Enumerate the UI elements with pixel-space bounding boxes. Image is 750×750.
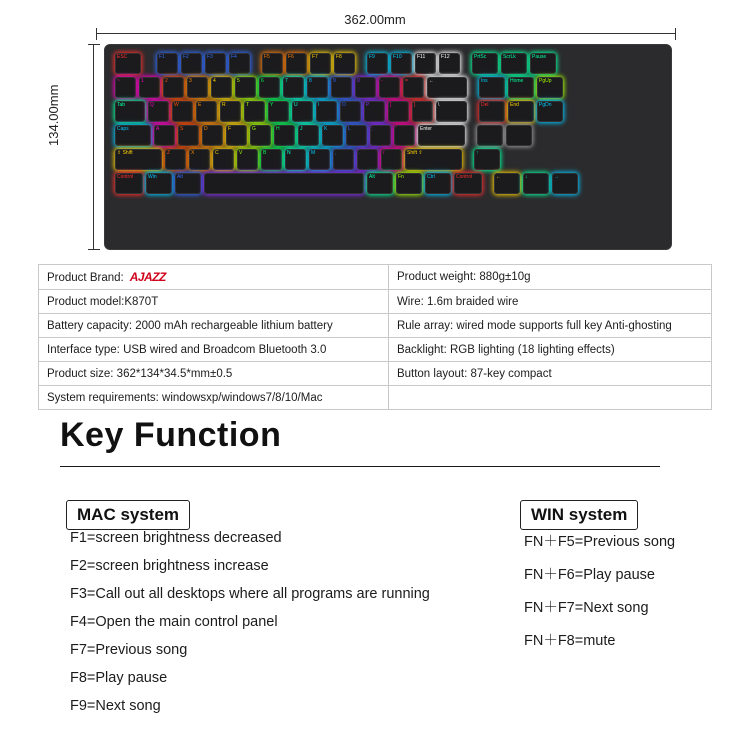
keyboard-key[interactable] <box>259 77 280 98</box>
keyboard-key-label: F7 <box>312 54 318 60</box>
keyboard-key-label: ⇧ Shift <box>117 150 133 156</box>
keyboard-key[interactable] <box>346 125 367 146</box>
win-function-list <box>520 530 740 650</box>
keyboard-key-label: ↑ <box>476 150 479 156</box>
keyboard-key-label: F8 <box>336 54 342 60</box>
keyboard-key-label: ← <box>429 78 434 84</box>
function-list-item: F9=Next song <box>70 698 161 714</box>
spec-cell-left: Product Brand: AJAZZ <box>39 265 389 290</box>
keyboard-key-label: Enter <box>420 126 432 132</box>
keyboard-key[interactable] <box>283 77 304 98</box>
keyboard-key[interactable] <box>309 149 330 170</box>
keyboard-key-label: X <box>191 150 195 156</box>
keyboard-key[interactable] <box>506 125 532 146</box>
keyboard-key-label: Win <box>148 174 157 180</box>
keyboard-key[interactable] <box>181 53 202 74</box>
spec-cell-left: Interface type: USB wired and Broadcom Bluetooth 3.0 <box>39 338 389 362</box>
keyboard-key-label: V <box>239 150 243 156</box>
spec-cell-right: Product weight: 880g±10g <box>388 265 711 290</box>
keyboard-key[interactable] <box>115 101 145 122</box>
keyboard-key-label: = <box>405 78 408 84</box>
keyboard-key[interactable] <box>115 125 151 146</box>
keyboard-row <box>115 101 661 122</box>
keyboard-key-label: Fn <box>398 174 404 180</box>
keyboard-gap <box>470 101 476 122</box>
keyboard-key-label: 8 <box>309 78 312 84</box>
spec-cell-right: Button layout: 87-key compact <box>388 362 711 386</box>
keyboard-key[interactable] <box>405 149 462 170</box>
keyboard-key-label: \ <box>438 102 440 108</box>
spec-cell-left: Product size: 362*134*34.5*mm±0.5 <box>39 362 389 386</box>
keyboard-key[interactable] <box>357 149 378 170</box>
keyboard-key-label: P <box>366 102 370 108</box>
keyboard-key[interactable] <box>474 149 500 170</box>
keyboard-key[interactable] <box>154 125 175 146</box>
keyboard-row <box>115 77 661 98</box>
keyboard-key-label: R <box>222 102 226 108</box>
keyboard-key-label: ' <box>396 126 397 132</box>
keyboard-key[interactable] <box>262 53 283 74</box>
keyboard-key[interactable] <box>292 101 313 122</box>
keyboard-key-label: B <box>263 150 267 156</box>
keyboard-key-label: F9 <box>369 54 375 60</box>
keyboard-key-label: Del <box>481 102 489 108</box>
keyboard-key[interactable] <box>202 125 223 146</box>
keyboard-key[interactable] <box>237 149 258 170</box>
keyboard-row <box>115 149 661 170</box>
keyboard-key[interactable] <box>537 101 563 122</box>
keyboard-key-label: K <box>324 126 328 132</box>
keyboard-key[interactable] <box>165 149 186 170</box>
keyboard-gap <box>485 173 491 194</box>
keyboard-key-label: A <box>156 126 160 132</box>
keyboard-key[interactable] <box>391 53 412 74</box>
keyboard-key[interactable] <box>530 53 556 74</box>
keyboard-key-label: Tab <box>117 102 126 108</box>
spec-cell-right: Backlight: RGB lighting (18 lighting effects) <box>388 338 711 362</box>
spec-cell-right: Wire: 1.6m braided wire <box>388 290 711 314</box>
keyboard-key[interactable] <box>244 101 265 122</box>
keyboard-key-label: F1 <box>159 54 165 60</box>
function-list-item: F8=Play pause <box>70 670 168 686</box>
keyboard-key-label: Alt <box>369 174 375 180</box>
keyboard-key[interactable] <box>472 53 498 74</box>
keyboard-key[interactable] <box>148 101 169 122</box>
spec-row <box>39 338 712 362</box>
keyboard-key-label: 1 <box>141 78 144 84</box>
keyboard-key-label: I <box>318 102 320 108</box>
key-function-divider <box>60 466 660 467</box>
keyboard-key-label: ; <box>372 126 374 132</box>
keyboard-key-label: PrtSc <box>474 54 487 60</box>
keyboard-key[interactable] <box>418 125 465 146</box>
keyboard-key[interactable] <box>274 125 295 146</box>
keyboard-gap <box>358 53 364 74</box>
keyboard-key-label: L <box>348 126 351 132</box>
keyboard-key[interactable] <box>552 173 578 194</box>
keyboard-key[interactable] <box>115 149 162 170</box>
win-system-heading: WIN system <box>520 500 638 530</box>
keyboard-key-label: Q <box>150 102 154 108</box>
keyboard-key-label: U <box>294 102 298 108</box>
keyboard-key[interactable] <box>285 149 306 170</box>
keyboard-key[interactable] <box>436 101 467 122</box>
keyboard-key[interactable] <box>523 173 549 194</box>
keyboard-key-label: 2 <box>165 78 168 84</box>
keyboard-key-label: ~ <box>117 78 120 84</box>
keyboard-key-label: 5 <box>237 78 240 84</box>
keyboard-key[interactable] <box>235 77 256 98</box>
keyboard-key[interactable] <box>340 101 361 122</box>
keyboard-key-label: 0 <box>357 78 360 84</box>
keyboard-key[interactable] <box>115 173 143 194</box>
keyboard-key-label: PgUp <box>539 78 552 84</box>
keyboard-key[interactable] <box>333 149 354 170</box>
keyboard-key[interactable] <box>175 173 201 194</box>
keyboard-key[interactable] <box>370 125 391 146</box>
keyboard-key[interactable] <box>367 53 388 74</box>
keyboard-key-label: F2 <box>183 54 189 60</box>
keyboard-key[interactable] <box>331 77 352 98</box>
keyboard-key-rows <box>115 53 661 239</box>
spec-row <box>39 362 712 386</box>
keyboard-key-label: N <box>287 150 291 156</box>
keyboard-key[interactable] <box>250 125 271 146</box>
keyboard-key-label: PgDn <box>539 102 552 108</box>
keyboard-key[interactable] <box>310 53 331 74</box>
keyboard-key-label: T <box>246 102 250 108</box>
keyboard-key-label: S <box>180 126 184 132</box>
keyboard-key[interactable] <box>307 77 328 98</box>
keyboard-gap <box>253 53 259 74</box>
keyboard-key[interactable] <box>187 77 208 98</box>
keyboard-key[interactable] <box>220 101 241 122</box>
keyboard-key[interactable] <box>508 101 534 122</box>
keyboard-dimension-diagram <box>0 0 750 256</box>
mac-function-list <box>66 530 486 714</box>
keyboard-key-label: ] <box>414 102 416 108</box>
keyboard-key-label: M <box>311 150 316 156</box>
keyboard-key[interactable] <box>427 77 467 98</box>
keyboard-key-label: G <box>252 126 256 132</box>
function-list-item: F1=screen brightness decreased <box>70 530 282 546</box>
keyboard-key[interactable] <box>261 149 282 170</box>
keyboard-key[interactable] <box>425 173 451 194</box>
keyboard-key-label: Control <box>456 174 473 180</box>
keyboard-key[interactable] <box>403 77 424 98</box>
keyboard-key[interactable] <box>494 173 520 194</box>
keyboard-gap <box>470 77 476 98</box>
keyboard-key[interactable] <box>355 77 376 98</box>
mac-system-column <box>66 500 486 726</box>
keyboard-key-label: Ins <box>481 78 488 84</box>
keyboard-key-label: Alt <box>177 174 183 180</box>
keyboard-key-label: / <box>383 150 385 156</box>
keyboard-key-label: Ctrl <box>427 174 435 180</box>
keyboard-key-label: , <box>335 150 337 156</box>
keyboard-key[interactable] <box>204 173 364 194</box>
keyboard-key[interactable] <box>537 77 563 98</box>
spec-row <box>39 314 712 338</box>
keyboard-key[interactable] <box>388 101 409 122</box>
keyboard-key-label: Home <box>510 78 524 84</box>
keyboard-key-label: 7 <box>285 78 288 84</box>
keyboard-key-label: F3 <box>207 54 213 60</box>
spec-row <box>39 386 712 410</box>
keyboard-key[interactable] <box>479 101 505 122</box>
keyboard-key-label: O <box>342 102 346 108</box>
keyboard-key[interactable] <box>381 149 402 170</box>
keyboard-key-label: Caps <box>117 126 129 132</box>
keyboard-key-label: 4 <box>213 78 216 84</box>
function-list-item: F4=Open the main control panel <box>70 614 278 630</box>
keyboard-key-label: 6 <box>261 78 264 84</box>
keyboard-key-label: C <box>215 150 219 156</box>
keyboard-key-label: F6 <box>288 54 294 60</box>
spec-cell-right: Rule array: wired mode supports full key Anti-ghosting <box>388 314 711 338</box>
keyboard-key[interactable] <box>178 125 199 146</box>
keyboard-key[interactable] <box>163 77 184 98</box>
keyboard-key[interactable] <box>229 53 250 74</box>
product-spec-table <box>38 264 712 410</box>
keyboard-key-label: E <box>198 102 202 108</box>
keyboard-gap <box>144 53 154 74</box>
function-list-item: FN＋F8=mute <box>524 633 616 649</box>
keyboard-key-label: J <box>300 126 303 132</box>
brand-logo: AJAZZ <box>129 270 166 284</box>
keyboard-key[interactable] <box>205 53 226 74</box>
keyboard-key-label: ScrLk <box>503 54 516 60</box>
keyboard-gap <box>463 53 469 74</box>
keyboard-key-label: 3 <box>189 78 192 84</box>
function-list-item: FN＋F5=Previous song <box>524 534 676 550</box>
keyboard-key[interactable] <box>364 101 385 122</box>
keyboard-key[interactable] <box>316 101 337 122</box>
keyboard-key-label: - <box>381 78 383 84</box>
keyboard-key-label: Y <box>270 102 274 108</box>
keyboard-key-label: Control <box>117 174 134 180</box>
keyboard-key[interactable] <box>394 125 415 146</box>
keyboard-key[interactable] <box>196 101 217 122</box>
keyboard-key[interactable] <box>322 125 343 146</box>
keyboard-key-label: H <box>276 126 280 132</box>
width-dimension-line <box>96 33 676 34</box>
keyboard-key-label: End <box>510 102 519 108</box>
spec-cell-left: Product model:K870T <box>39 290 389 314</box>
keyboard-row <box>115 53 661 74</box>
keyboard-key[interactable] <box>415 53 436 74</box>
keyboard-key[interactable] <box>298 125 319 146</box>
height-dimension-label: 134.00mm <box>46 84 61 146</box>
keyboard-key-label: F <box>228 126 232 132</box>
keyboard-key[interactable] <box>286 53 307 74</box>
win-system-column <box>520 500 740 662</box>
keyboard-key[interactable] <box>115 77 136 98</box>
keyboard-key-label: [ <box>390 102 392 108</box>
keyboard-key-label: F4 <box>231 54 237 60</box>
function-list-item: F3=Call out all desktops where all programs are running <box>70 586 430 602</box>
keyboard-key-label: F12 <box>441 54 450 60</box>
keyboard-key[interactable] <box>454 173 482 194</box>
keyboard-key-label: Pause <box>532 54 547 60</box>
keyboard-key-label: F11 <box>417 54 426 60</box>
keyboard-key[interactable] <box>508 77 534 98</box>
keyboard-gap <box>468 125 474 146</box>
keyboard-gap <box>503 149 529 170</box>
keyboard-key-label: ESC <box>117 54 128 60</box>
keyboard-key[interactable] <box>479 77 505 98</box>
keyboard-key[interactable] <box>501 53 527 74</box>
keyboard-key-label: F10 <box>393 54 402 60</box>
keyboard-key[interactable] <box>172 101 193 122</box>
keyboard-key-label: D <box>204 126 208 132</box>
keyboard-key-label: 9 <box>333 78 336 84</box>
keyboard-row <box>115 125 661 146</box>
keyboard-key-label: Z <box>167 150 171 156</box>
keyboard-key[interactable] <box>139 77 160 98</box>
keyboard-key-label: . <box>359 150 361 156</box>
keyboard-key[interactable] <box>213 149 234 170</box>
keyboard-key[interactable] <box>115 53 141 74</box>
key-function-title: Key Function <box>60 416 282 454</box>
keyboard-key-label: ↓ <box>525 174 528 180</box>
function-list-item: F7=Previous song <box>70 642 188 658</box>
spec-cell-right <box>388 386 711 410</box>
keyboard-key-label: W <box>174 102 179 108</box>
keyboard-key[interactable] <box>396 173 422 194</box>
keyboard-key[interactable] <box>189 149 210 170</box>
keyboard-key[interactable] <box>477 125 503 146</box>
keyboard-key[interactable] <box>367 173 393 194</box>
keyboard-key-label: Shift ⇧ <box>407 150 423 156</box>
keyboard-key[interactable] <box>146 173 172 194</box>
height-dimension-line <box>93 44 94 250</box>
spec-cell-left: Battery capacity: 2000 mAh rechargeable lithium battery <box>39 314 389 338</box>
keyboard-key-label: ← <box>496 174 501 180</box>
keyboard-key[interactable] <box>412 101 433 122</box>
function-list-item: FN＋F6=Play pause <box>524 567 655 583</box>
spec-cell-left: System requirements: windowsxp/windows7/8/10/Mac <box>39 386 389 410</box>
keyboard-image <box>104 44 672 250</box>
keyboard-key-label: → <box>554 174 559 180</box>
keyboard-key[interactable] <box>157 53 178 74</box>
function-list-item: FN＋F7=Next song <box>524 600 649 616</box>
keyboard-key[interactable] <box>439 53 460 74</box>
keyboard-gap <box>465 149 471 170</box>
spec-row <box>39 265 712 290</box>
keyboard-key[interactable] <box>379 77 400 98</box>
spec-row <box>39 290 712 314</box>
keyboard-key[interactable] <box>334 53 355 74</box>
keyboard-key[interactable] <box>211 77 232 98</box>
width-dimension-label: 362.00mm <box>344 12 406 27</box>
keyboard-key-label: F5 <box>264 54 270 60</box>
keyboard-key[interactable] <box>268 101 289 122</box>
mac-system-heading: MAC system <box>66 500 190 530</box>
keyboard-key[interactable] <box>226 125 247 146</box>
function-list-item: F2=screen brightness increase <box>70 558 269 574</box>
keyboard-row <box>115 173 661 194</box>
